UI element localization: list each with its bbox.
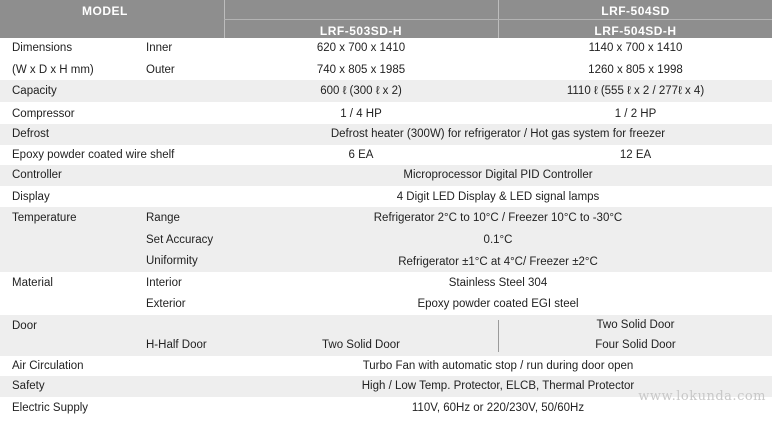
table-row (0, 59, 772, 80)
model-a-value: 6 EA (348, 149, 374, 161)
shared-value: Epoxy powder coated EGI steel (417, 298, 579, 310)
table-row (0, 38, 772, 59)
door-column-divider (498, 320, 499, 352)
model-b-value: 12 EA (619, 149, 652, 161)
model-a-value: 1 / 4 HP (340, 108, 382, 120)
row-sublabel: Interior (146, 277, 182, 289)
table-row (0, 315, 772, 336)
row-label: (W x D x H mm) (12, 64, 94, 76)
model-a-header: LRF-503SD-H (319, 24, 403, 38)
row-label: Door (12, 320, 37, 332)
model-a-value: 600 ℓ (300 ℓ x 2) (320, 85, 402, 97)
row-label: Temperature (12, 212, 77, 224)
row-label: Display (12, 191, 50, 203)
row-label: Dimensions (12, 42, 73, 54)
model-b-value: 1110 ℓ (555 ℓ x 2 / 277ℓ x 4) (566, 85, 705, 97)
table-row (0, 124, 772, 145)
table-row (0, 356, 772, 376)
model-b1-header: LRF-504SD (601, 4, 670, 18)
model-b2-header: LRF-504SD-H (594, 24, 677, 38)
row-label: Compressor (12, 108, 75, 120)
row-label: Air Circulation (12, 360, 84, 372)
row-label: Controller (12, 169, 62, 181)
table-row (0, 293, 772, 315)
shared-value: 110V, 60Hz or 220/230V, 50/60Hz (411, 402, 585, 414)
table-row (0, 102, 772, 124)
model-b-value: 1260 x 805 x 1998 (588, 64, 683, 76)
table-row (0, 80, 772, 102)
row-label: Epoxy powder coated wire shelf (12, 149, 175, 161)
shared-value: 4 Digit LED Display & LED signal lamps (396, 191, 600, 203)
shared-value: 0.1°C (483, 234, 513, 246)
row-label: Safety (12, 380, 45, 392)
row-label: Electric Supply (12, 402, 89, 414)
row-sublabel: Set Accuracy (146, 234, 214, 246)
model-b-value: Four Solid Door (595, 339, 676, 351)
header-divider (224, 19, 772, 20)
shared-value: Turbo Fan with automatic stop / run during door open (362, 360, 634, 372)
row-sublabel: Outer (146, 64, 175, 76)
shared-value: Stainless Steel 304 (448, 277, 548, 289)
model-a-value: 620 x 700 x 1410 (316, 42, 406, 54)
model-b-value: 1140 x 700 x 1410 (588, 42, 683, 54)
table-row (0, 165, 772, 186)
row-label: Material (12, 277, 53, 289)
model-b-value: 1 / 2 HP (614, 108, 657, 120)
shared-value: Refrigerator 2°C to 10°C / Freezer 10°C to -30°C (373, 212, 623, 224)
table-row (0, 207, 772, 229)
row-sublabel: Inner (146, 42, 173, 54)
shared-value: Defrost heater (300W) for refrigerator / Hot gas system for freezer (330, 128, 666, 140)
table-row (0, 336, 772, 356)
model-b-value: Two Solid Door (596, 319, 675, 331)
model-a-value: 740 x 805 x 1985 (316, 64, 406, 76)
table-row (0, 250, 772, 272)
row-label: Capacity (12, 85, 57, 97)
model-header: MODEL (82, 4, 128, 18)
row-label: Defrost (12, 128, 50, 140)
row-sublabel: Range (146, 212, 180, 224)
row-sublabel: Uniformity (146, 255, 198, 267)
table-row (0, 272, 772, 293)
model-a-value: Two Solid Door (322, 339, 400, 351)
row-sublabel: H-Half Door (146, 339, 207, 351)
shared-value: Refrigerator ±1°C at 4°C/ Freezer ±2°C (398, 256, 598, 268)
watermark: www.lokunda.com (638, 389, 766, 404)
table-header (0, 0, 772, 38)
shared-value: Microprocessor Digital PID Controller (403, 169, 593, 181)
shared-value: High / Low Temp. Protector, ELCB, Thermal Protector (361, 380, 635, 392)
table-row (0, 145, 772, 165)
table-row (0, 186, 772, 207)
table-row (0, 229, 772, 250)
row-sublabel: Exterior (146, 298, 186, 310)
